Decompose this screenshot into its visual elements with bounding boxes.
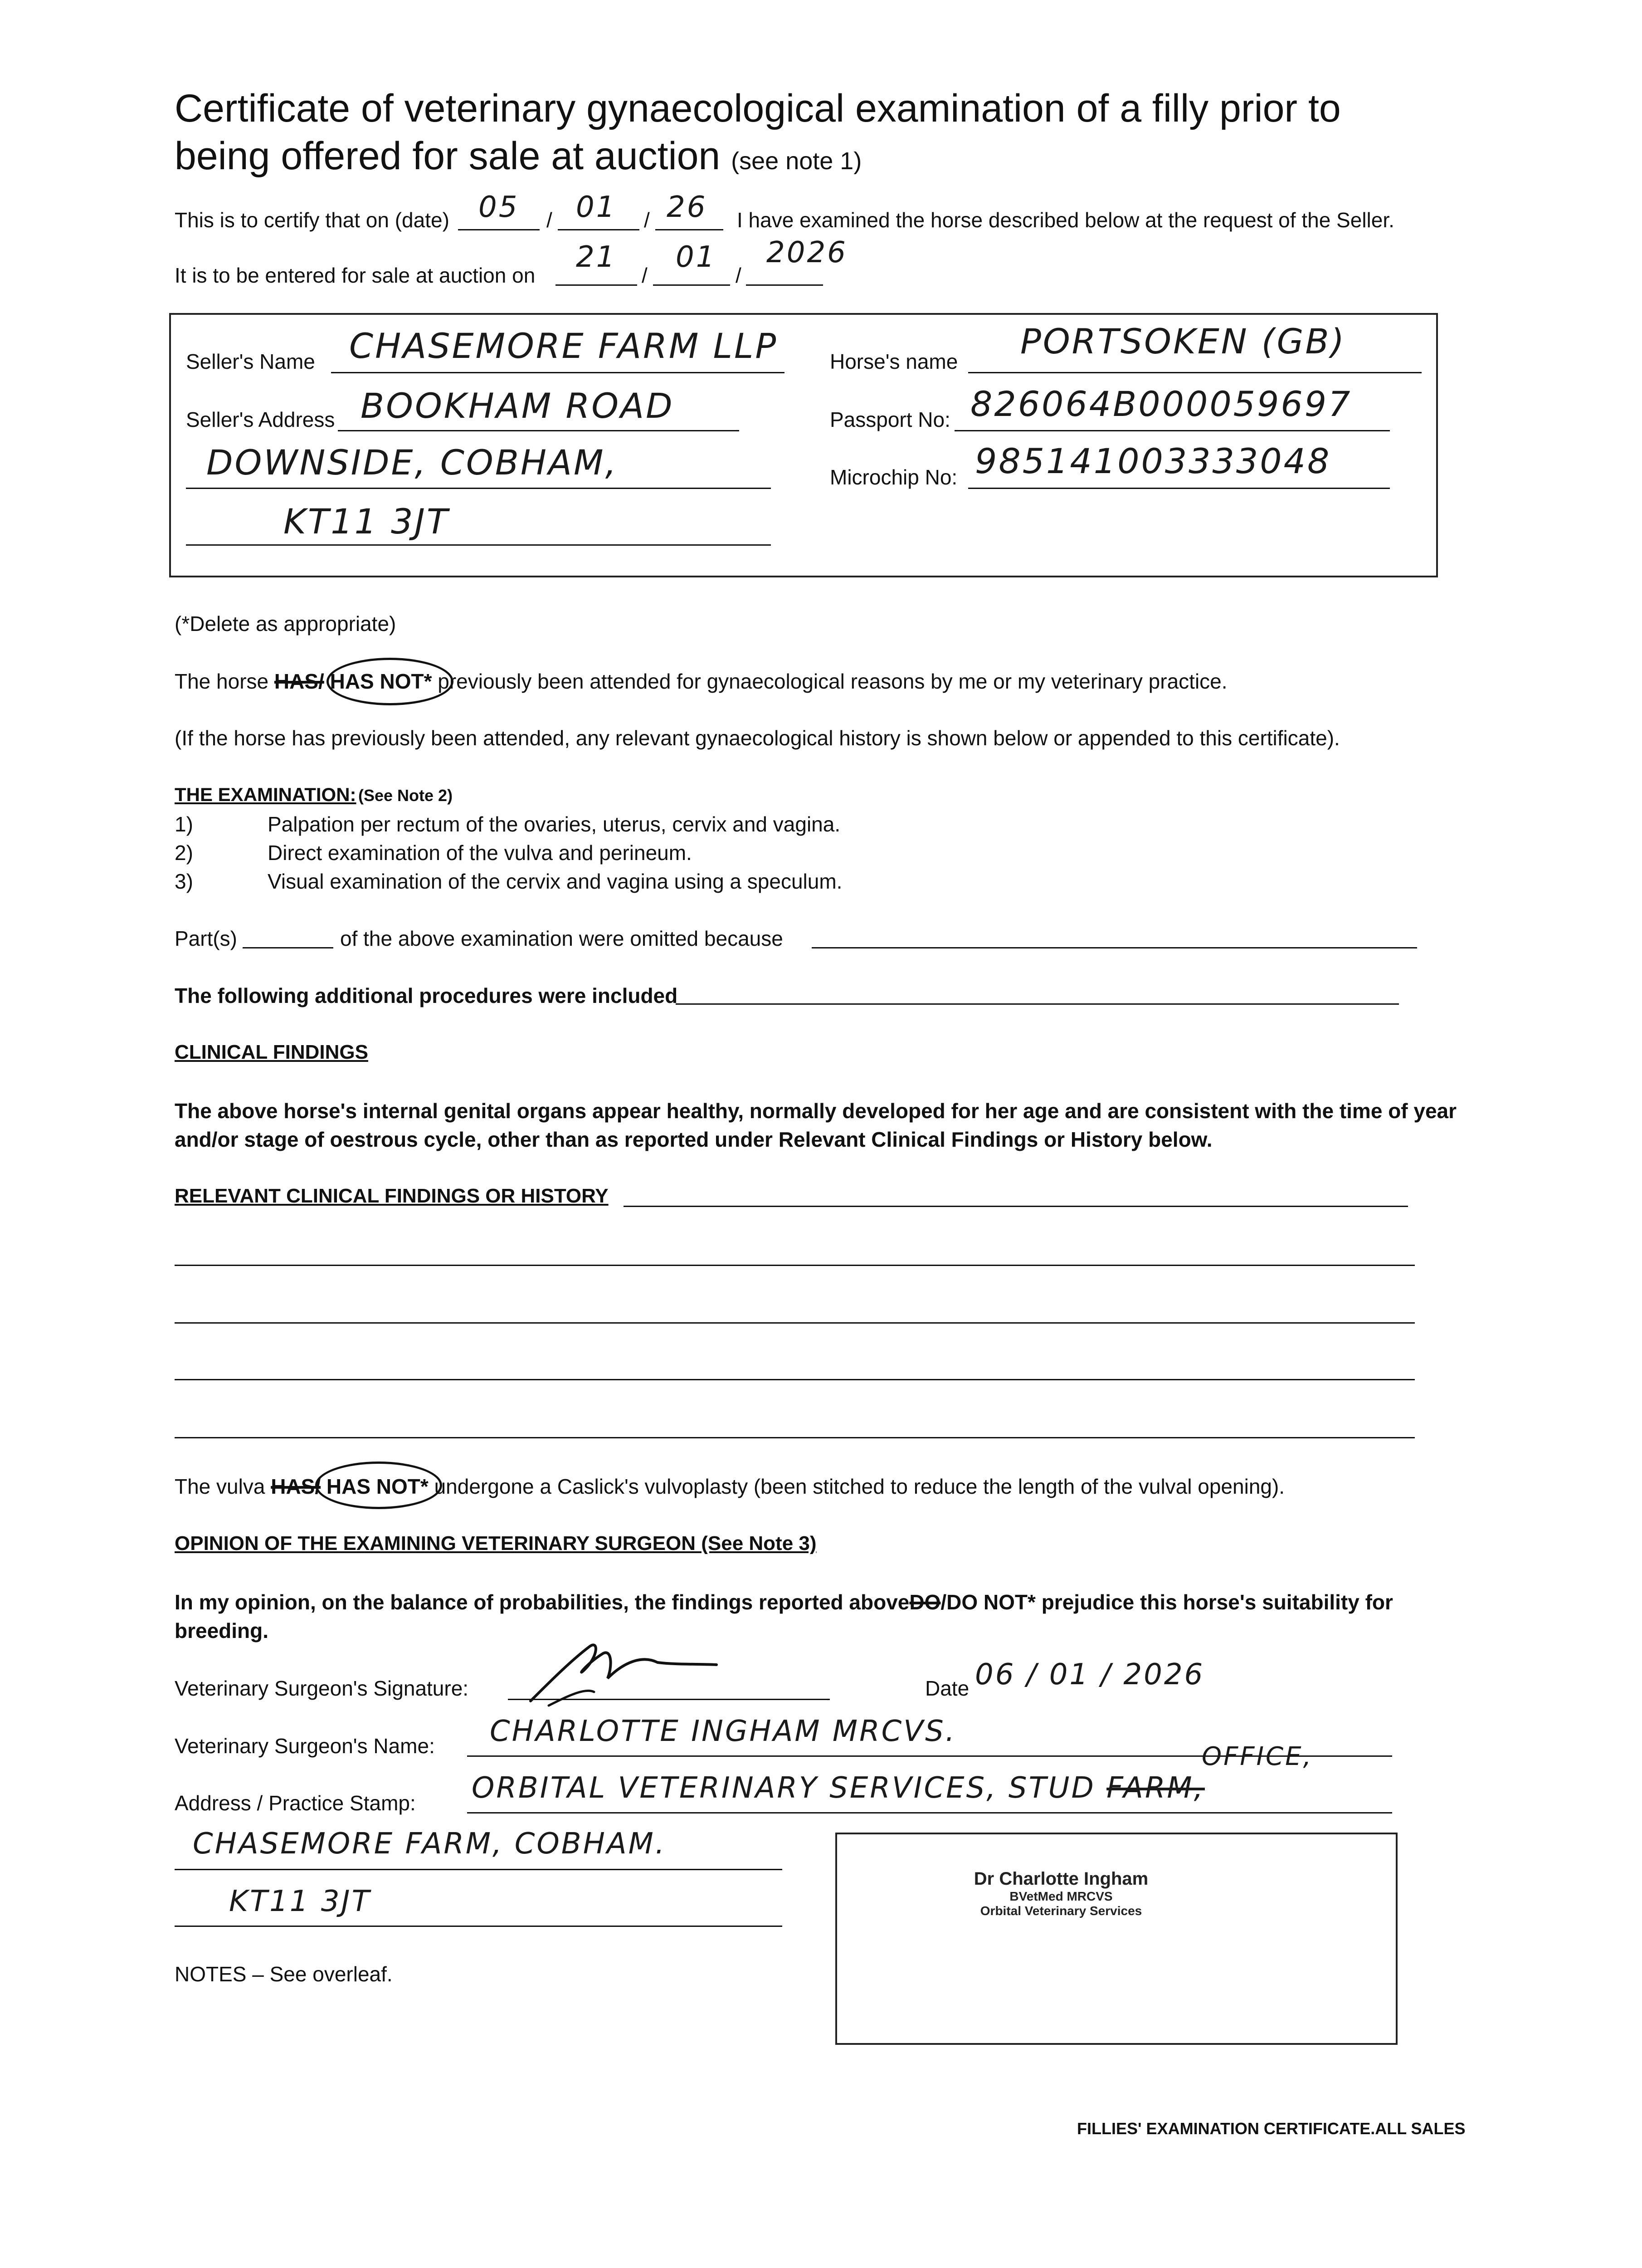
attended-suffix: previously been attended for gynaecological reasons by me or my veterinary practice. (438, 670, 1228, 693)
omitted-reason-line[interactable] (812, 947, 1417, 948)
examination-heading-text: THE EXAMINATION: (175, 784, 356, 805)
attended-circled[interactable]: HAS NOT* (330, 670, 432, 693)
opinion-line1-b: /DO NOT* prejudice this horse's suitability for (940, 1590, 1393, 1614)
auction-year[interactable]: 2026 (766, 236, 848, 269)
vulva-circled[interactable]: HAS NOT* (326, 1475, 429, 1498)
vet-name-value[interactable]: CHARLOTTE INGHAM MRCVS. (490, 1715, 957, 1748)
date-sep: / (642, 264, 648, 287)
auction-label: It is to be entered for sale at auction on (175, 264, 536, 287)
page-title-line2 (175, 132, 862, 186)
address-value1-text: ORBITAL VETERINARY SERVICES, STUD (472, 1771, 1096, 1805)
address-stamp-label: Address / Practice Stamp: (175, 1791, 416, 1815)
vulva-circle-mark (315, 1461, 442, 1509)
opinion-heading: OPINION OF THE EXAMINING VETERINARY SURGEON (See Note 3) (175, 1532, 817, 1554)
vulva-prefix: The vulva (175, 1475, 265, 1498)
additional-label: The following additional procedures were included (175, 984, 678, 1007)
date-sep: / (644, 208, 650, 232)
relevant-line-1[interactable] (624, 1206, 1408, 1207)
attended-struck: HAS/ (274, 670, 324, 693)
address-stamp-line (467, 1812, 1392, 1813)
seller-address-line3 (186, 544, 771, 546)
page-title-line2-text: being offered for sale at auction (175, 134, 721, 178)
exam-item-num-1: 1) (175, 812, 193, 836)
title-note: (see note 1) (731, 147, 862, 175)
seller-address-label: Seller's Address (186, 408, 335, 431)
address-line3 (175, 1926, 782, 1927)
address-value3[interactable]: KT11 3JT (229, 1885, 371, 1918)
additional-line[interactable] (676, 1003, 1399, 1005)
date-month-line (558, 229, 639, 230)
relevant-line-5[interactable] (175, 1437, 1415, 1438)
vet-date-label: Date (925, 1677, 970, 1700)
opinion-line1-a: In my opinion, on the balance of probabilities, the findings reported above (175, 1590, 910, 1614)
horse-name-line (968, 372, 1422, 373)
opinion-line1 (175, 1590, 1393, 1614)
address-insert[interactable]: OFFICE, (1202, 1742, 1313, 1771)
certify-date-year[interactable]: 26 (667, 191, 707, 224)
seller-address-value1[interactable]: BOOKHAM ROAD (361, 386, 674, 426)
certify-text-b: I have examined the horse described below at the request of the Seller. (737, 208, 1394, 232)
clinical-para-line1: The above horse's internal genital organs appear healthy, normally developed for her age and are consistent with the time of year (175, 1099, 1457, 1123)
certify-date-day[interactable]: 05 (478, 191, 519, 224)
clinical-para-line2: and/or stage of oestrous cycle, other than as reported under Relevant Clinical Findings or History below. (175, 1128, 1213, 1151)
page-title: Certificate of veterinary gynaecological examination of a filly prior to (175, 87, 1341, 130)
exam-item-text-3: Visual examination of the cervix and vagina using a speculum. (268, 870, 843, 893)
vet-name-label: Veterinary Surgeon's Name: (175, 1734, 435, 1758)
seller-address-line1 (338, 430, 739, 431)
stamp-practice: Orbital Veterinary Services (980, 1904, 1142, 1918)
footer-text: FILLIES' EXAMINATION CERTIFICATE.ALL SALES (1077, 2119, 1466, 2138)
parts-mid: of the above examination were omitted because (340, 927, 783, 950)
opinion-line2: breeding. (175, 1619, 269, 1642)
practice-stamp (925, 1869, 1197, 1918)
auction-month[interactable]: 01 (676, 240, 716, 274)
horse-name-value[interactable]: PORTSOKEN (GB) (1020, 321, 1346, 362)
seller-address-line2 (186, 488, 771, 489)
microchip-label: Microchip No: (830, 465, 958, 489)
address-struck: FARM, (1106, 1771, 1205, 1805)
seller-address-value3[interactable]: KT11 3JT (283, 501, 450, 542)
stamp-name: Dr Charlotte Ingham (974, 1869, 1149, 1889)
relevant-line-4[interactable] (175, 1379, 1415, 1380)
signature-mark (521, 1628, 730, 1710)
auction-day[interactable]: 21 (576, 240, 617, 274)
exam-item-num-3: 3) (175, 870, 193, 893)
address-value1[interactable] (472, 1771, 1205, 1805)
address-value2[interactable]: CHASEMORE FARM, COBHAM. (193, 1827, 667, 1861)
opinion-line1-struck: DO (909, 1590, 941, 1614)
date-year-line (655, 229, 723, 230)
passport-label: Passport No: (830, 408, 950, 431)
clinical-heading: CLINICAL FINDINGS (175, 1041, 368, 1063)
horse-name-label: Horse's name (830, 350, 958, 373)
history-note: (If the horse has previously been attended, any relevant gynaecological history is shown below or appended to this certificate). (175, 726, 1340, 750)
signature-label: Veterinary Surgeon's Signature: (175, 1677, 469, 1700)
relevant-line-2[interactable] (175, 1265, 1415, 1266)
passport-line (955, 430, 1390, 431)
practice-stamp-box (835, 1833, 1398, 2045)
seller-name-value[interactable]: CHASEMORE FARM LLP (349, 326, 778, 366)
microchip-line (968, 488, 1390, 489)
vulva-suffix: undergone a Caslick's vulvoplasty (been stitched to reduce the length of the vulval opening). (434, 1475, 1285, 1498)
delete-note: (*Delete as appropriate) (175, 612, 396, 635)
relevant-line-3[interactable] (175, 1322, 1415, 1324)
examination-heading-note: (See Note 2) (358, 786, 453, 805)
seller-name-label: Seller's Name (186, 350, 315, 373)
exam-item-text-2: Direct examination of the vulva and perineum. (268, 841, 692, 865)
date-day-line (458, 229, 540, 230)
certify-text-a: This is to certify that on (date) (175, 208, 449, 232)
vulva-struck: HAS/ (271, 1475, 321, 1498)
address-line2 (175, 1869, 782, 1870)
auction-day-line (555, 284, 637, 286)
attended-circle-mark (326, 658, 453, 705)
auction-month-line (653, 284, 730, 286)
vet-date-value[interactable]: 06 / 01 / 2026 (975, 1658, 1205, 1691)
microchip-value[interactable]: 985141003333048 (975, 441, 1331, 481)
exam-item-num-2: 2) (175, 841, 193, 865)
certify-date-month[interactable]: 01 (576, 191, 617, 224)
date-sep: / (736, 264, 741, 287)
exam-item-text-1: Palpation per rectum of the ovaries, uterus, cervix and vagina. (268, 812, 841, 836)
seller-name-line (331, 372, 784, 373)
examination-heading (175, 784, 453, 806)
notes-text: NOTES – See overleaf. (175, 1962, 393, 1986)
passport-value[interactable]: 826064B000059697 (970, 384, 1352, 424)
attended-prefix: The horse (175, 670, 269, 693)
relevant-heading: RELEVANT CLINICAL FINDINGS OR HISTORY (175, 1185, 609, 1207)
auction-year-line (746, 284, 823, 286)
date-sep: / (546, 208, 552, 232)
stamp-qualification: BVetMed MRCVS (1009, 1889, 1113, 1903)
seller-address-value2[interactable]: DOWNSIDE, COBHAM, (206, 442, 618, 483)
parts-line[interactable] (243, 947, 333, 948)
parts-label: Part(s) (175, 927, 237, 950)
